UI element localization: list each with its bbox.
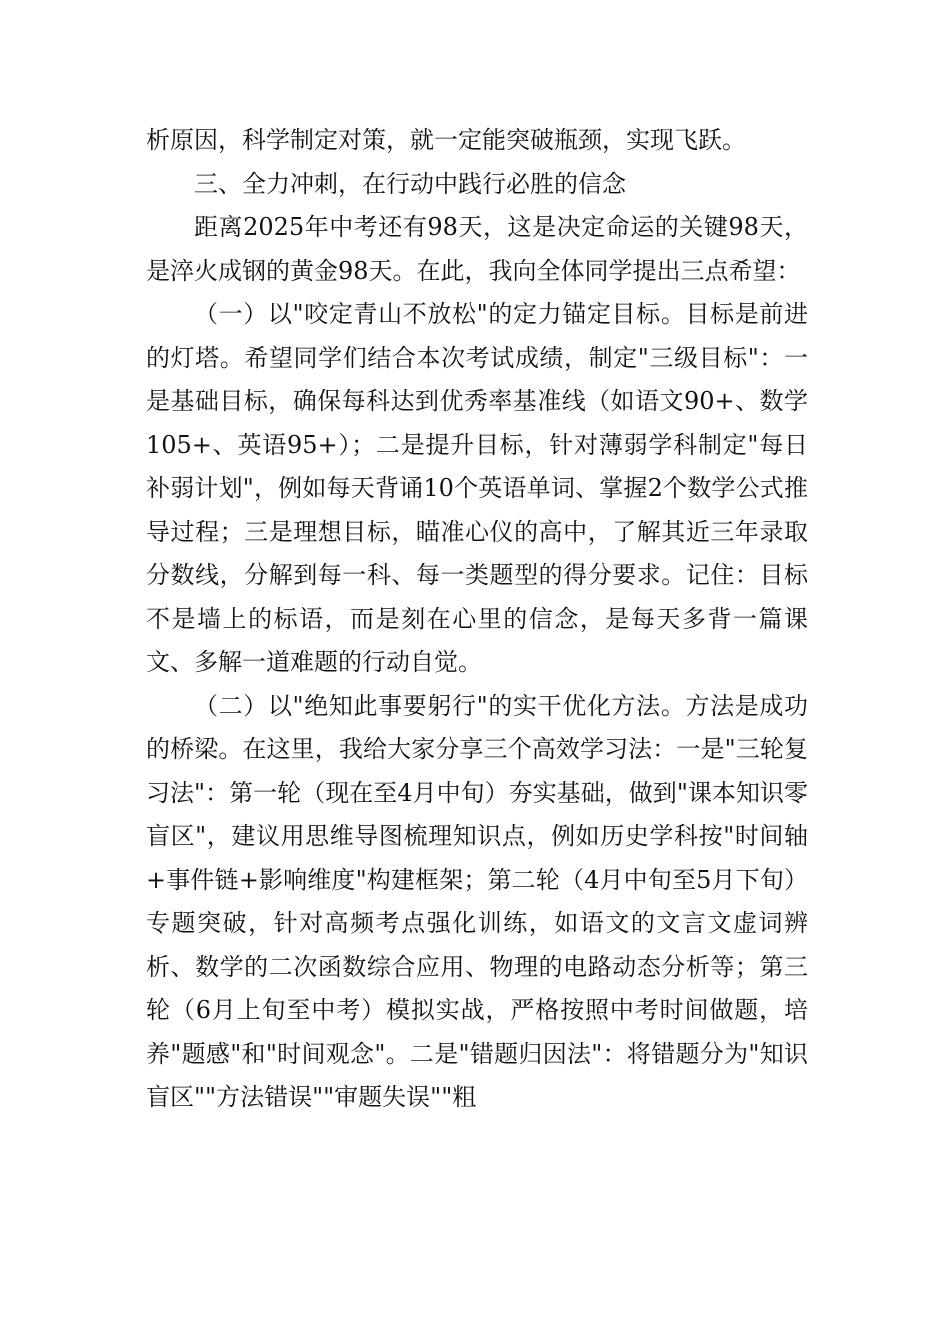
- paragraph-intro: 距离2025年中考还有98天，这是决定命运的关键98天，是淬火成钢的黄金98天。在此，我向全体同学提出三点希望：: [146, 213, 808, 285]
- paragraph-point-two: （二）以"绝知此事要躬行"的实干优化方法。方法是成功的桥梁。在这里，我给大家分享三个高效学习法：一是"三轮复习法"：第一轮（现在至4月中旬）夯实基础，做到"课本知识零盲区"，建议用思维导图梳理知识点，例如历史学科按"时间轴+事件链+影响维度"构建框架；第二轮（4月中旬至5月下旬）专题突破，针对高频考点强化训练，如语文的文言文虚词辨析、数学的二次函数综合应用、物理的电路动态分析等；第三轮（6月上旬至中考）模拟实战，严格按照中考时间做题，培养"题感"和"时间观念"。二是"错题归因法"：将错题分为"知识盲区""方法错误""审题失误""粗: [146, 691, 808, 1111]
- document-page: [146, 119, 808, 1120]
- paragraph-point-one: （一）以"咬定青山不放松"的定力锚定目标。目标是前进的灯塔。希望同学们结合本次考试成绩，制定"三级目标"：一是基础目标，确保每科达到优秀率基准线（如语文90+、数学105+、英语95+）；二是提升目标，针对薄弱学科制定"每日补弱计划"，例如每天背诵10个英语单词、掌握2个数学公式推导过程；三是理想目标，瞄准心仪的高中，了解其近三年录取分数线，分解到每一科、每一类题型的得分要求。记住：目标不是墙上的标语，而是刻在心里的信念，是每天多背一篇课文、多解一道难题的行动自觉。: [146, 300, 808, 676]
- section-heading: 三、全力冲刺，在行动中践行必胜的信念: [194, 169, 626, 198]
- paragraph-continuation: 析原因，科学制定对策，就一定能突破瓶颈，实现飞跃。: [146, 126, 746, 154]
